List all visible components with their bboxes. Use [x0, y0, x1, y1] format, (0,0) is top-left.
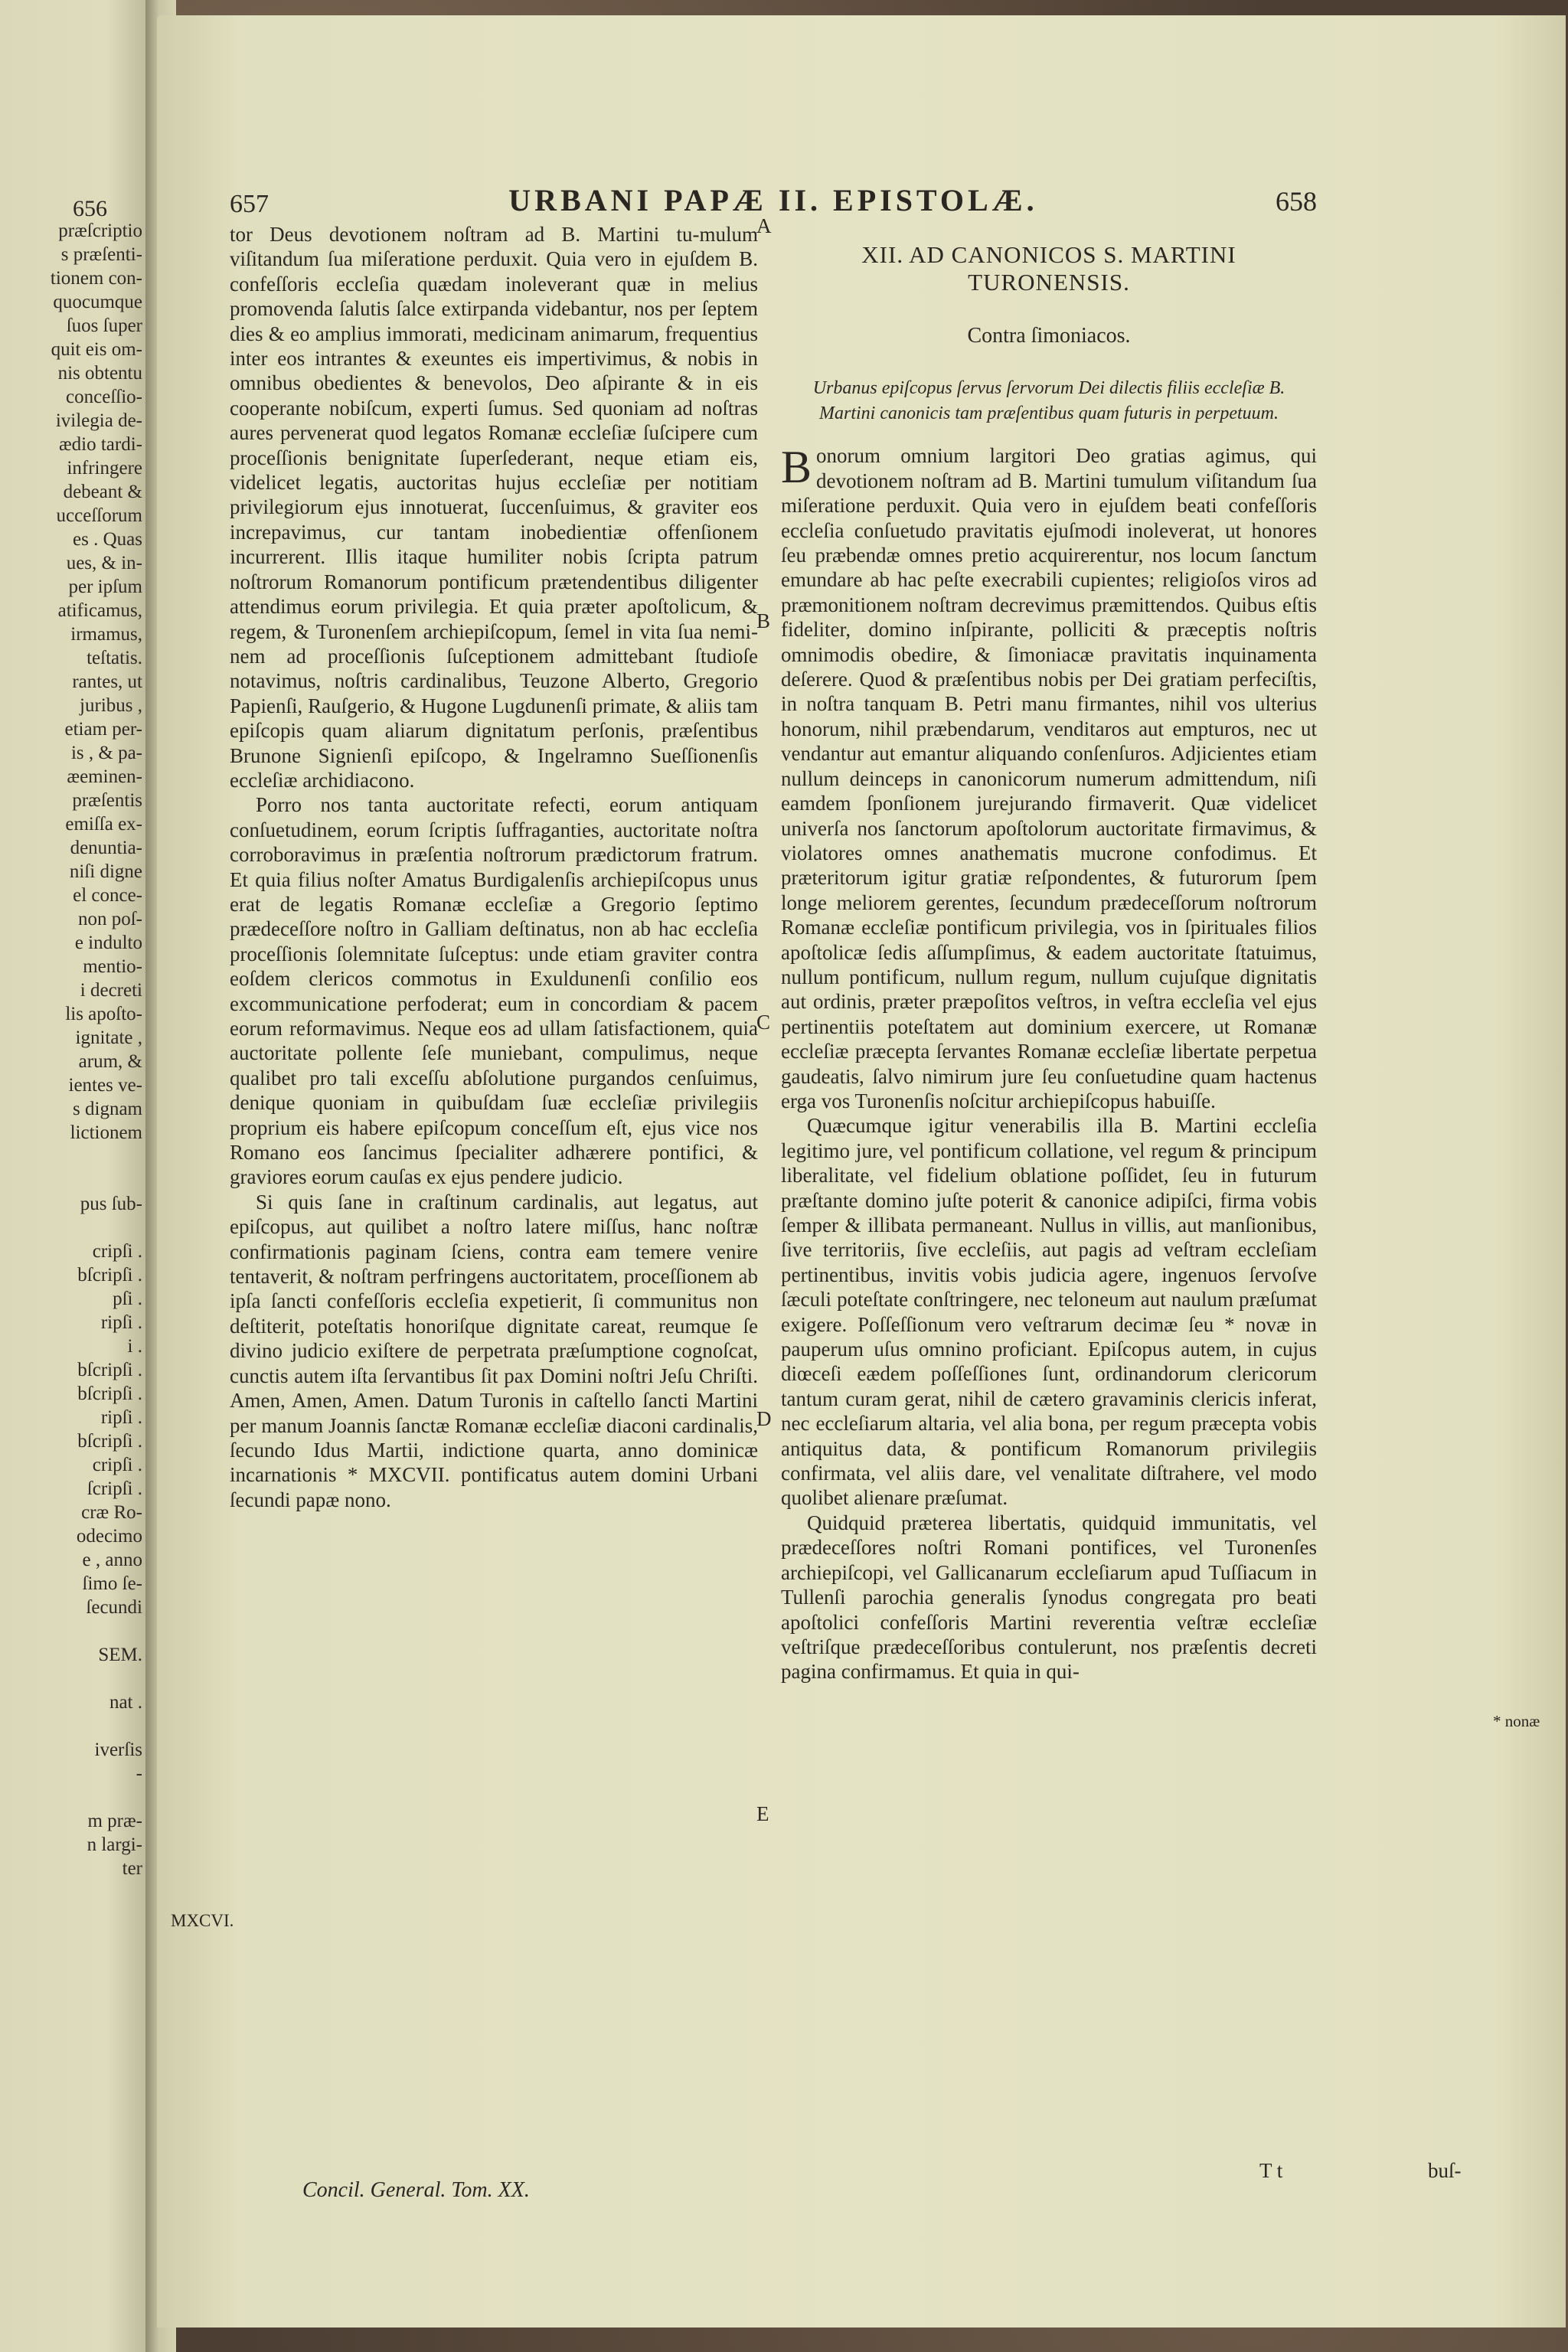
left-page-line: tionem con-	[50, 268, 142, 289]
left-page-line: i decreti	[80, 980, 142, 1001]
left-page-line: ſuos ſuper	[66, 315, 142, 336]
left-col-paragraph-2: Porro nos tanta auctoritate refecti, eorum antiquam conſuetudinem, eorum ſcriptis ſuffraganties, auctoritate noſtra corroboravimus in præſentia noſtrorum prædictorum fratrum. Et quia filius noſter Amatus Burdigalenſis archiepiſcopus unus erat de legatis Romanæ eccleſiæ a Gregorio ſeptimo prædeceſſore noſtro in Galliam deſtinatus, non ab hac eccleſia proceſſionis ſolemnitate ſuſceptus: unde etiam graviter contra eoſdem clericos commotus in Exuldunenſi conſilio eos excommunicatione perfoderat; eum in concordiam & pacem eorum reformavimus. Neque eos ad ullam ſatisfactionem, quia auctoritate pollente ſeſe muniebant, compulimus, neque qualibet pro tali exceſſu abſolutione purgandos cenſuimus, denique quoniam in quibuſdam ſuæ eccleſiæ privilegiis proprium eis habere epiſcopum conceſſum eſt, ejus vice nos Romano eos ſancimus ſpecialiter adhærere pontifici, & graviores eorum cauſas ex ejus pendere judicio.	[230, 793, 758, 1189]
left-page-line: quit eis om-	[51, 339, 142, 360]
left-page-line: ignitate ,	[75, 1027, 142, 1048]
left-page-line: ripſi .	[100, 1407, 142, 1428]
left-page-line: pus ſub-	[80, 1194, 142, 1214]
left-page-line: iverſis	[94, 1740, 142, 1760]
left-page-line: s dignam	[73, 1099, 142, 1119]
left-page-line: bſcripſi .	[77, 1431, 142, 1452]
left-page-line: e indulto	[74, 933, 142, 953]
left-page-line: irmamus,	[70, 624, 142, 645]
right-col-paragraph-2: Quæcumque igitur venerabilis illa B. Martini eccleſia legitimo jure, vel pontificum collatione, vel regum & principum liberalitate, vel fidelium oblatione poſſidet, ſeu in futurum præſtante domino juſte poterit & canonice adipiſci, firma vobis ſemper & illibata permaneant. Nullus in villis, aut manſionibus, ſive territoriis, ſive eccleſiis, aut pagis ad veſtram eccleſiam pertinentibus, invitis vobis judicia agere, ingenuos ſervoſve ſæculi poteſtate conſtringere, nec teloneum aut naulum præſumat exigere. Poſſeſſionum vero veſtrarum decimæ ſeu * novæ in pauperum uſus omnino proficiant. Epiſcopus autem, in cujus diœceſi eædem poſſeſſiones ſunt, ordinandorum clericorum tantum curam gerat, nihil de cætero gravaminis clericis inferat, nec eccleſiarum altaria, vel alia bona, per regum præcepta vobis antiquitus data, & pontificum Romanorum privilegiis confirmata, vel aliis dare, vel venalitate diſtrahere, vel modo quolibet alienare præſumat.	[781, 1114, 1317, 1510]
left-page-line: ſcripſi .	[87, 1478, 142, 1499]
margin-year: MXCVI.	[171, 1911, 234, 1930]
footer-catchword: buſ-	[1428, 2159, 1462, 2182]
left-page-line: atificamus,	[57, 600, 142, 621]
left-col-paragraph-1: tor Deus devotionem noſtram ad B. Martini tu-mulum viſitandum ſua miſeratione perduxit. Quia vero in ejuſdem B. confeſſoris eccleſia quædam inoleverant quæ in melius promovenda ſalutis ſalce extirpanda videbantur, nos per ſeptem dies & eo amplius immorati, medicinam animarum, frequentius inter eos intrantes & exeuntes eis impertivimus, & nobis in omnibus obedientes & benevolos, Deo aſpirante & in eis cooperante nobiſcum, experti ſumus. Sed quoniam ad noſtras aures pervenerat quod legatos Romanæ eccleſiæ ſuſcipere cum proceſſionis benignitate ſuperſederant, neque etiam eis, videlicet legatis, auctoritas hujus eccleſiæ per notitiam privilegiorum ejus innotuerat, ſuccenſuimus, & graviter eos increpavimus, cur tantam inobedientiæ offenſionem incurrerent. Illis itaque humiliter nobis ſcripta patrum noſtrorum Romanorum pontificum prætendentibus diligenter attendimus eorum privilegia. Et quia præter apoſtolicum, & regem, & Turonenſem archiepiſcopum, ſemel in vita ſua nemi-nem ad proceſſionis ſuſceptionem admittebant ſtudioſe notavimus, noſtris cardinalibus, Teuzone Alberto, Gregorio Papienſi, Rauſgerio, & Hugone Lugdunenſi primate, & aliis tam epiſcopis quam aliarum dignitatum perſonis, præſentibus Brunone Signienſi epiſcopo, & Ingelramno Sueſſionenſis eccleſiæ archidiacono.	[230, 223, 758, 792]
left-page-line: n largi-	[87, 1834, 142, 1855]
left-page-line: ædio tardi-	[58, 434, 142, 455]
left-page-line	[0, 1619, 142, 1643]
left-page-line: infringere	[67, 458, 142, 479]
footer-volume: Concil. General. Tom. XX.	[302, 2178, 530, 2202]
left-page-line	[0, 1145, 142, 1168]
left-page-line: lictionem	[70, 1122, 142, 1143]
page-header	[230, 168, 1317, 218]
left-page-line: etiam per-	[64, 719, 142, 740]
left-page-line: e , anno	[82, 1550, 142, 1570]
running-title: URBANI PAPÆ II. EPISTOLÆ.	[508, 183, 1038, 217]
letter-title: XII. AD CANONICOS S. MARTINI TURONENSIS.	[861, 241, 1236, 296]
left-page-line: juribus ,	[80, 695, 142, 716]
left-page-line: per ipſum	[68, 577, 142, 597]
left-page-line: s præſenti-	[60, 244, 142, 265]
left-page-line	[0, 1168, 142, 1192]
left-page-line	[0, 1667, 142, 1690]
left-page-fragment	[0, 0, 153, 2352]
left-page-line: ivilegia de-	[55, 410, 142, 431]
left-page-line: æeminen-	[67, 766, 142, 787]
footer-signature: T t	[1259, 2159, 1283, 2182]
margin-letter-b: B	[756, 609, 771, 632]
left-page-number: 656	[73, 196, 107, 221]
left-page-line: is , & pa-	[70, 743, 142, 763]
left-page-line: bſcripſi .	[77, 1383, 142, 1404]
left-page-line: ſecundi	[86, 1597, 142, 1618]
left-page-line: non poſ-	[77, 909, 142, 929]
left-page-line: mentio-	[83, 956, 142, 977]
left-page-line: niſi digne	[69, 861, 142, 882]
left-page-line: bſcripſi .	[77, 1265, 142, 1285]
left-page-line: emiſſa ex-	[65, 814, 142, 835]
letter-salutation: Urbanus epiſcopus ſervus ſervorum Dei dilectis filiis eccleſiæ B. Martini canonicis tam præſentibus quam futuris in perpetuum.	[812, 378, 1285, 424]
right-column	[781, 241, 1317, 1684]
left-column	[230, 222, 758, 1512]
main-page	[157, 15, 1566, 2328]
margin-letter-d: D	[756, 1407, 772, 1430]
left-page-line: ſimo ſe-	[82, 1573, 142, 1594]
left-page-line	[0, 1714, 142, 1738]
left-page-line: ucceſſorum	[56, 505, 142, 526]
left-page-text	[0, 219, 142, 1880]
letter-subject: Contra ſimoniacos.	[967, 324, 1131, 348]
left-page-line: i .	[127, 1336, 142, 1357]
left-page-line: cripſi .	[92, 1241, 142, 1262]
left-page-line: conceſſio-	[66, 387, 142, 407]
left-page-line	[0, 1785, 142, 1809]
page-number-left: 657	[230, 190, 269, 218]
left-page-line: odecimo	[76, 1526, 142, 1547]
right-col-paragraph-1: Bonorum omnium largitori Deo gratias agimus, qui devotionem noſtram ad B. Martini tumulum viſitandum ſua miſeratione perduxit. Quia vero in ejuſdem beati confeſſoris eccleſia conſuetudo pravitatis ejuſmodi inoleverat, ut honores ſeu præbendæ omnes pretio acquirerentur, nos locum ſanctum emundare ab hac peſte execrabili cupientes; religioſos viros ad præmonitionem noſtram decrevimus præmittendos. Quibus eſtis fideliter, domino inſpirante, polliciti & præceptis noſtris omnimodis obedire, & ſimoniacæ pravitatis inquinamenta deſerere. Quod & præſentibus nobis per Dei gratiam perfeciſtis, in noſtra tanquam B. Petri manu firmantes, nihil vos ulterius honorum, nihil præbendarum, venditaros aut empturos, nec ut vendantur aut emantur aliquando conſenſuros. Adjicientes etiam nullum deinceps in canonicorum numerum admittendum, niſi eamdem ſponſionem jurejurando firmaverit. Quæ videlicet univerſa nos ſanctorum apoſtolorum auctoritate firmavimus, & violatores omnes anathematis mucrone confodimus. Et præteritorum igitur gratiæ reſpondentes, & futurorum ſpem longe meliorem gerentes, ſecundum prædeceſſorum noſtrorum Romanæ eccleſiæ pontificum privilegia, vos in ſpirituales filios apoſtolicæ ſedis aſſumpſimus, & eadem auctoritate ſtatuimus, nullum pontificum, nullum regum, nullum cujuſque dignitatis aut ordinis, præter præpoſitos veſtros, in veſtra eccleſia vel ejus pertinentiis poteſtatem aut dominium exercere, ut Romanæ eccleſiæ præcepta ſervantes Romanæ eccleſiæ libertate perpetua gaudeatis, ſalvo nimirum jure ſeu conſuetudine quam hactenus erga vos Turonenſis noſcitur archiepiſcopus habuiſſe.	[781, 442, 1317, 1112]
left-page-line: pſi .	[113, 1289, 142, 1309]
margin-letter-a: A	[756, 214, 772, 237]
left-page-line: denuntia-	[70, 838, 142, 858]
left-page-line: præſcriptio	[58, 220, 142, 241]
left-page-line: lis apoſto-	[65, 1004, 142, 1024]
left-page-line: nis obtentu	[57, 363, 142, 384]
left-page-line: ter	[122, 1858, 142, 1879]
left-page-line: bſcripſi .	[77, 1360, 142, 1380]
left-col-paragraph-3: Si quis ſane in craſtinum cardinalis, aut legatus, aut epiſcopus, aut quilibet a noſtro latere miſſus, hanc noſtræ confirmationis paginam ſciens, contra eam temere venire tentaverit, & noſtram perfringens auctoritatem, proceſſionem ab ipſa ſancti confeſſoris eccleſia expetierit, ſi communitus non deſtiterit, poteſtatis honoriſque dignitate careat, reumque ſe divino judicio exiſtere de perpetrata præſumptione cognoſcat, cunctis autem iſta ſervantibus ſit pax Domini noſtri Jeſu Chriſti. Amen, Amen, Amen. Datum Turonis in caſtello ſancti Martini per manum Joannis ſanctæ Romanæ eccleſiæ diaconi cardinalis, ſecundo Idus Martii, indictione quarta, anno dominicæ incarnationis * MXCVII. pontificatus autem domini Urbani ſecundi papæ nono.	[230, 1190, 758, 1511]
left-page-line: nat .	[109, 1692, 142, 1713]
left-page-line: cripſi .	[92, 1455, 142, 1475]
left-page-line: ues, & in-	[66, 553, 142, 573]
page-number-right: 658	[1276, 186, 1317, 217]
left-page-line: ientes ve-	[68, 1075, 142, 1096]
left-page-line: -	[136, 1763, 142, 1784]
margin-note: * nonæ	[1493, 1712, 1540, 1730]
left-page-line: es . Quas	[73, 529, 142, 550]
left-page-line: el conce-	[73, 885, 142, 906]
left-page-line: SEM.	[98, 1645, 142, 1665]
left-page-line: quocumque	[53, 292, 142, 312]
right-col-paragraph-3: Quidquid præterea libertatis, quidquid immunitatis, vel prædeceſſores noſtri Romani pontifices, vel Turonenſes archiepiſcopi, vel Gallicanarum eccleſiarum apud Tuſſiacum in Tullenſi parochia generalis ſynodus congregata pro beati apoſtolici confeſſoris Martini reverentia veſtræ eccleſiæ veſtriſque prædeceſſoribus contulerunt, nos præſentis decreti pagina confirmamus. Et quia in qui-	[781, 1511, 1317, 1684]
left-page-line: m præ-	[87, 1811, 142, 1831]
left-page-line: rantes, ut	[72, 671, 142, 692]
left-page-line: præſentis	[72, 790, 142, 811]
left-page-line	[0, 1216, 142, 1240]
left-page-line: ripſi .	[100, 1312, 142, 1333]
margin-letter-c: C	[756, 1011, 771, 1034]
left-page-line: debeant &	[63, 482, 142, 502]
left-page-line: cræ Ro-	[81, 1502, 142, 1523]
left-page-line: arum, &	[78, 1051, 142, 1072]
left-page-line: teſtatis.	[87, 648, 142, 668]
margin-letter-e: E	[756, 1802, 769, 1825]
